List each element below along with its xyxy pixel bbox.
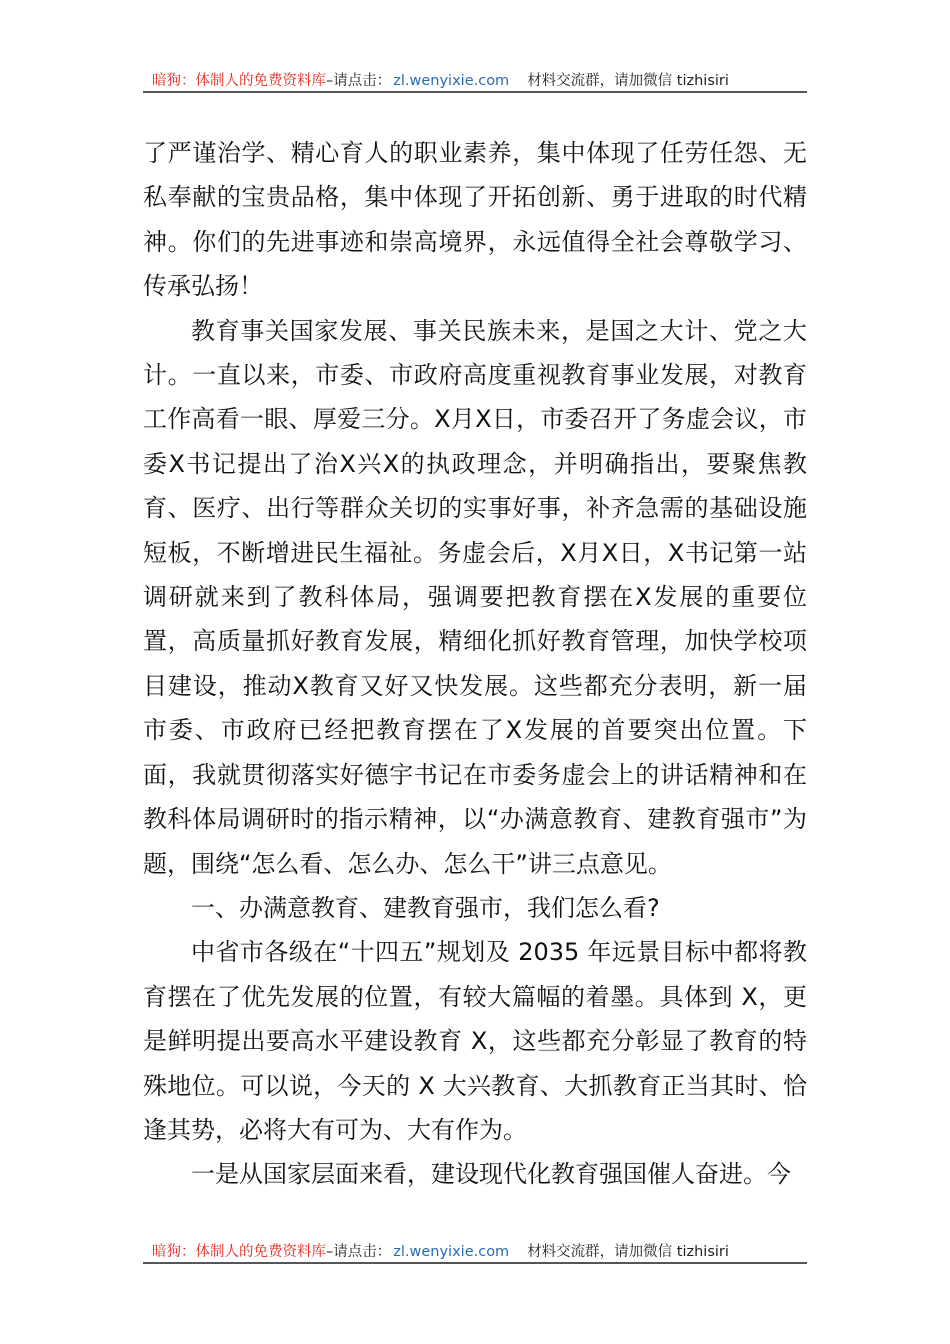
page-footer [143, 1240, 807, 1264]
page-header [143, 69, 807, 93]
footer-contact: 材料交流群，请加微信 tizhisiri [527, 1244, 729, 1260]
paragraph-4: 一是从国家层面来看，建设现代化教育强国催人奋进。今 [191, 1160, 791, 1189]
footer-brand: 暗狗：体制人的免费资料库 [152, 1244, 326, 1260]
section-heading: 一、办满意教育、建教育强市，我们怎么看? [191, 893, 660, 922]
footer-prompt: –请点击： [326, 1244, 392, 1260]
header-contact: 材料交流群，请加微信 tizhisiri [527, 73, 729, 89]
paragraph-3: 中省市各级在“十四五”规划及 2035 年远景目标中都将教育摆在了优先发展的位置，有较大篇幅的着墨。具体到 X，更是鲜明提出要高水平建设教育 X，这些都充分彰显了教育的特殊地位。可以说，今天的 X 大兴教育、大抓教育正当其时、恰逢其势，必将大有可为、大有作为。 [143, 938, 807, 1144]
paragraph-2: 教育事关国家发展、事关民族未来，是国之大计、党之大计。一直以来，市委、市政府高度重视教育事业发展，对教育工作高看一眼、厚爱三分。X月X日，市委召开了务虚会议，市委X书记提出了治X兴X的执政理念，并明确指出，要聚焦教育、医疗、出行等群众关切的实事好事，补齐急需的基础设施短板，不断增进民生福祉。务虚会后，X月X日，X书记第一站调研就来到了教科体局，强调要把教育摆在X发展的重要位置，高质量抓好教育发展，精细化抓好教育管理，加快学校项目建设，推动X教育又好又快发展。这些都充分表明，新一届市委、市政府已经把教育摆在了X发展的首要突出位置。下面，我就贯彻落实好德宇书记在市委务虚会上的讲话精神和在教科体局调研时的指示精神，以“办满意教育、建教育强市”为题，围绕“怎么看、怎么办、怎么干”讲三点意见。 [143, 316, 807, 878]
document-body [143, 131, 807, 1197]
paragraph-1: 了严谨治学、精心育人的职业素养，集中体现了任劳任怨、无私奉献的宝贵品格，集中体现了开拓创新、勇于进取的时代精神。你们的先进事迹和崇高境界，永远值得全社会尊敬学习、传承弘扬！ [143, 139, 807, 301]
header-prompt: –请点击： [326, 73, 392, 89]
header-brand: 暗狗：体制人的免费资料库 [152, 73, 326, 89]
header-link[interactable]: zl.wenyixie.com [393, 73, 510, 89]
footer-link[interactable]: zl.wenyixie.com [393, 1244, 510, 1260]
